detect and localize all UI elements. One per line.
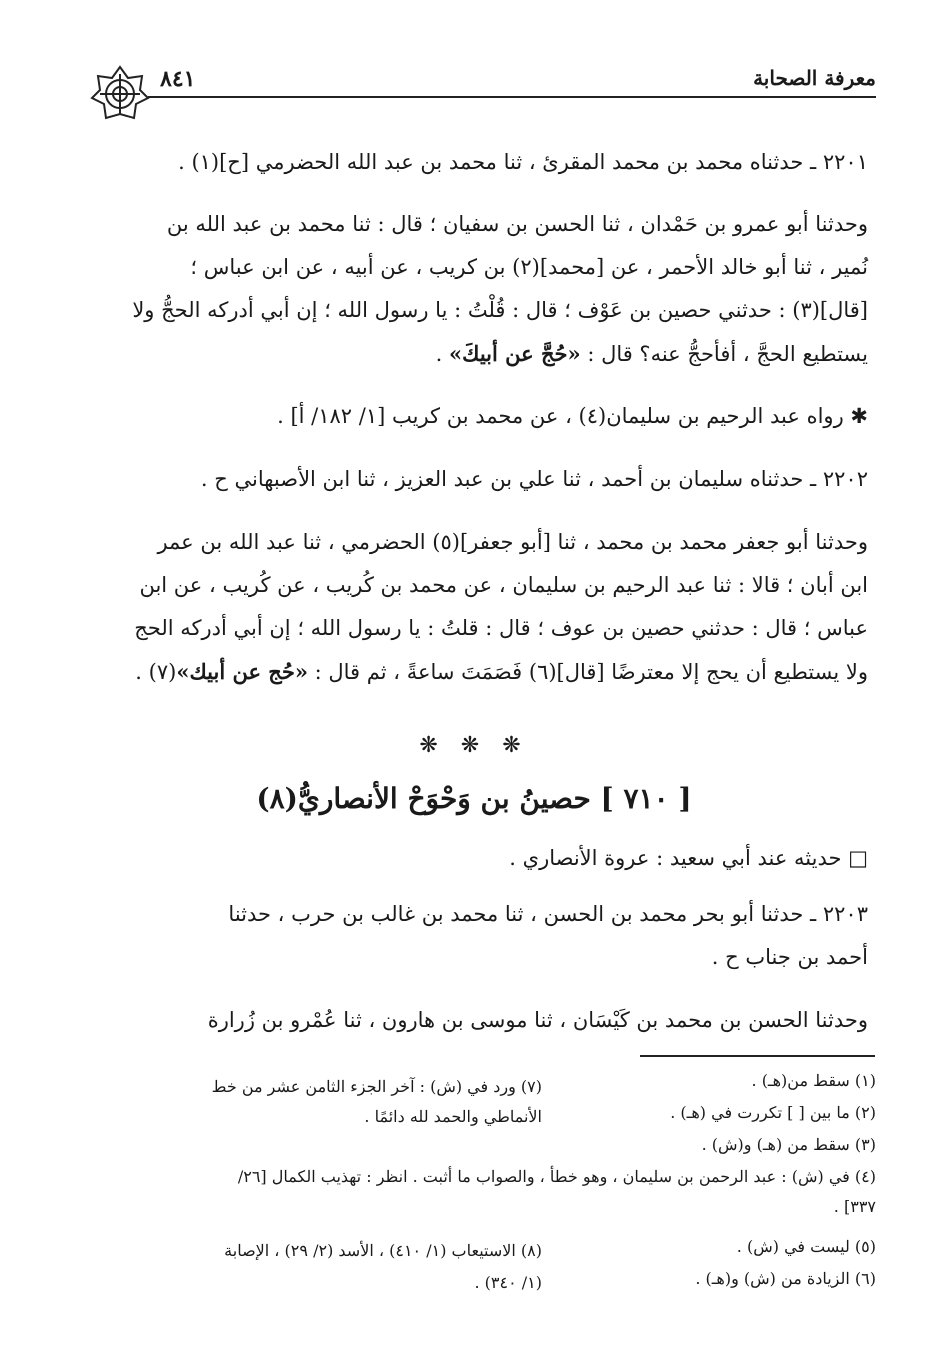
hadith-2201-quote: «حُجَّ عن أبيكَ» <box>449 341 581 366</box>
hadith-2202-quote: «حُج عن أبيك» <box>176 659 308 684</box>
hadith-source-note: □ حديثه عند أبي سعيد : عروة الأنصاري . <box>509 846 868 870</box>
hadith-2202-line-3: ابن أبان ؛ قالا : ثنا عبد الرحيم بن سليمان ، عن محمد بن كُريب ، عن كُريب ، عن ابن <box>139 573 868 597</box>
section-separator: ❋ ❋ ❋ <box>419 733 529 758</box>
section-heading: [ ٧١٠ ] حصينُ بن وَحْوَحْ الأنصاريُّ(٨) <box>256 782 692 815</box>
hadith-2201-line-4: [قال](٣) : حدثني حصين بن عَوْف ؛ قال : قُلْتُ : يا رسول الله ؛ إن أبي أدركه الحجُّ ولا <box>132 298 868 322</box>
hadith-2203-line-3: وحدثنا الحسن بن محمد بن كَيْسَان ، ثنا موسى بن هارون ، ثنا عُمْرو بن زُرارة <box>207 1008 868 1032</box>
footnote-4: (٤) في (ش) : عبد الرحمن بن سليمان ، وهو خطأ ، والصواب ما أثبت . انظر : تهذيب الكمال [٢٦/ <box>237 1167 876 1186</box>
hadith-2201-line-1: ٢٢٠١ ـ حدثناه محمد بن محمد المقرئ ، ثنا محمد بن عبد الله الحضرمي [ح](١) . <box>178 150 868 174</box>
narration-note-text: رواه عبد الرحيم بن سليمان(٤) ، عن محمد بن كريب [١/ ١٨٢/ أ] . <box>277 404 844 428</box>
footnote-3: (٣) سقط من (هـ) و(ش) . <box>701 1135 876 1154</box>
footnote-5: (٥) ليست في (ش) . <box>736 1237 876 1256</box>
footnote-4-cont: ٣٣٧] . <box>833 1197 876 1216</box>
hadith-2202-line-5 <box>135 659 868 684</box>
page-header <box>96 62 876 92</box>
header-rule <box>148 96 876 98</box>
hadith-2201-line-5-text: يستطيع الحجَّ ، أفأحجُّ عنه؟ قال : <box>580 342 868 366</box>
hadith-2202-line-5-text: ولا يستطيع أن يحج إلا معترضًا [قال](٦) فَصَمَتَ ساعةً ، ثم قال : <box>307 660 868 684</box>
hadith-2202-line-4: عباس ؛ قال : حدثني حصين بن عوف ؛ قال : قلتُ : يا رسول الله ؛ إن أبي أدركه الحج <box>134 616 868 640</box>
running-title: معرفة الصحابة <box>753 66 876 90</box>
footnote-7: (٧) ورد في (ش) : آخر الجزء الثامن عشر من خط <box>211 1077 542 1096</box>
footnote-8-cont: (١/ ٣٤٠) . <box>474 1273 542 1292</box>
hadith-2202-line-1: ٢٢٠٢ ـ حدثناه سليمان بن أحمد ، ثنا علي بن عبد العزيز ، ثنا ابن الأصبهاني ح . <box>200 467 868 491</box>
footnote-1: (١) سقط من(هـ) . <box>751 1071 876 1090</box>
hadith-2201-line-2: وحدثنا أبو عمرو بن حَمْدان ، ثنا الحسن بن سفيان ؛ قال : ثنا محمد بن عبد الله بن <box>166 212 868 236</box>
asterisk-icon: ✱ <box>843 404 868 428</box>
hadith-2201-line-5-end: . <box>435 342 449 366</box>
hadith-2201-line-3: نُمير ، ثنا أبو خالد الأحمر ، عن [محمد](٢) بن كريب ، عن أبيه ، عن ابن عباس ؛ <box>190 255 868 279</box>
footnote-6: (٦) الزيادة من (ش) و(هـ) . <box>695 1269 876 1288</box>
footnote-rule <box>640 1055 875 1057</box>
footnote-7-cont: الأنماطي والحمد لله دائمًا . <box>364 1107 542 1126</box>
footnote-8: (٨) الاستيعاب (١/ ٤١٠) ، الأسد (٢/ ٢٩) ، الإصابة <box>224 1241 542 1260</box>
hadith-2201-line-5 <box>436 341 868 366</box>
hadith-2202-line-5-end: (٧) . <box>135 660 177 684</box>
hadith-2203-line-1: ٢٢٠٣ ـ حدثنا أبو بحر محمد بن الحسن ، ثنا محمد بن غالب بن حرب ، حدثنا <box>228 902 868 926</box>
hadith-2202-line-2: وحدثنا أبو جعفر محمد بن محمد ، ثنا [أبو جعفر](٥) الحضرمي ، ثنا عبد الله بن عمر <box>157 530 868 554</box>
page-number: ٨٤١ <box>160 66 196 92</box>
hadith-2203-line-2: أحمد بن جناب ح . <box>711 945 868 969</box>
footnote-2: (٢) ما بين [ ] تكررت في (هـ) . <box>670 1103 876 1122</box>
narration-note <box>277 404 868 428</box>
ornament-icon <box>90 64 150 124</box>
